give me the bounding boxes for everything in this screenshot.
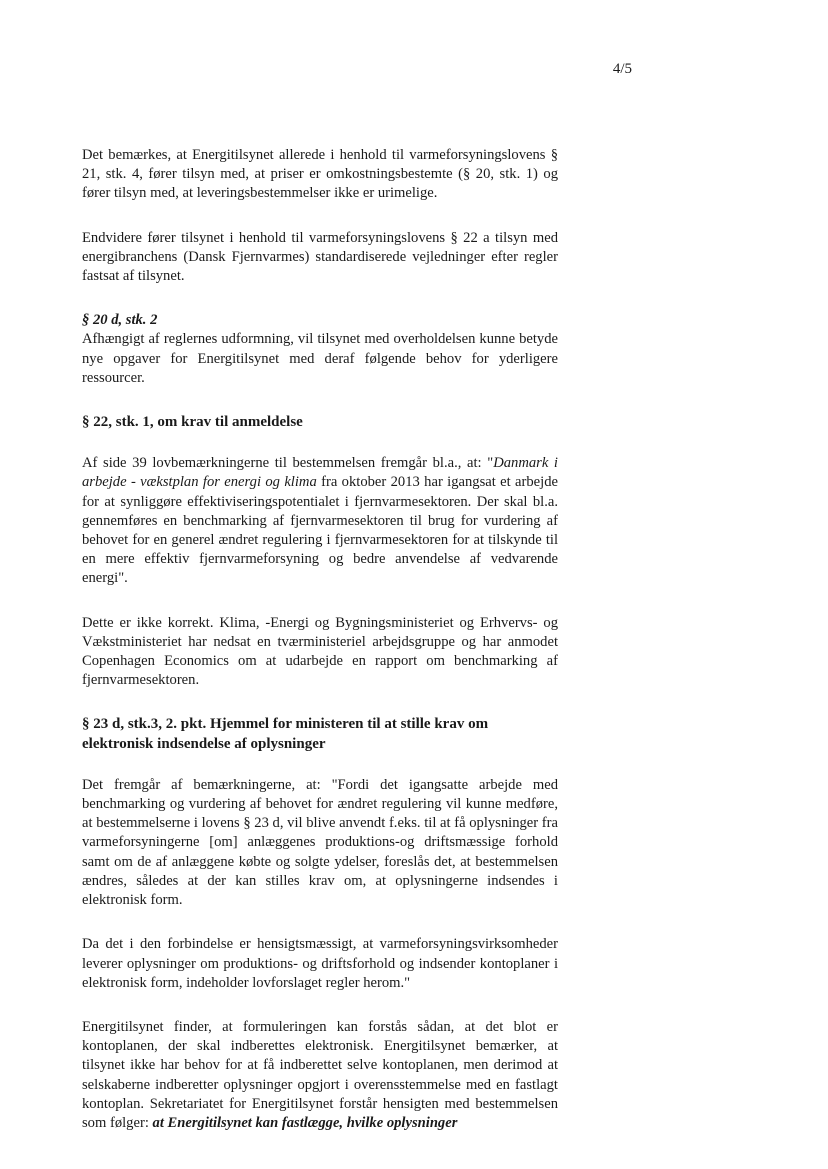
section-22-title: § 22, stk. 1, om krav til anmeldelse <box>82 414 303 431</box>
document-body <box>82 146 558 1158</box>
section-20d-title: § 20 d, stk. 2 <box>82 312 158 329</box>
section-23d-paragraph-2: Da det i den forbindelse er hensigtsmæssigt, at varmeforsyningsvirksomheder leverer oplysninger om produktions- og driftsforhold og indsender kontoplaner i elektronisk form, indeholder lovforslaget regler herom." <box>82 936 558 991</box>
paragraph-supervision-guidelines: Endvidere fører tilsynet i henhold til varmeforsyningslovens § 22 a tilsyn med energibranchens (Dansk Fjernvarmes) standardiserede vejledninger efter regler fastsat af tilsynet. <box>82 229 558 285</box>
section-20d-text: Afhængigt af reglernes udformning, vil tilsynet med overholdelsen kunne betyde nye opgaver for Energitilsynet med deraf følgende behov for yderligere ressourcer. <box>82 331 558 386</box>
section-22-p1-end: fra oktober 2013 har igangsat et arbejde for at synliggøre effektiviseringspotentialet i fjernvarmesektoren. Der skal bl.a. gennemføres en benchmarking af fjernvarmesektoren til brug for vurdering af behovet for en generel ændret regulering i fjernvarmesektoren for at tilskynde til en mere effektiv fjernvarmeforsyning og bedre anvendelse af vedvarende energi". <box>82 474 558 587</box>
section-20d <box>82 311 558 388</box>
section-22-paragraph-1 <box>82 454 558 588</box>
section-22-p1-italic: Danmark i arbejde - vækstplan for energi og klima <box>82 455 558 491</box>
page-number: 4/5 <box>612 61 632 77</box>
section-23d <box>82 715 558 1133</box>
section-22-p1-start: Af side 39 lovbemærkningerne til bestemmelsen fremgår bl.a., at: " <box>82 455 494 472</box>
paragraph-supervision-prices: Det bemærkes, at Energitilsynet allerede i henhold til varmeforsyningslovens § 21, stk. 4, fører tilsyn med, at priser er omkostningsbestemte (§ 20, stk. 1) og fører tilsyn med, at leveringsbestemmelser ikke er urimelige. <box>82 147 558 202</box>
section-22 <box>82 413 558 690</box>
section-22-paragraph-2: Dette er ikke korrekt. Klima, -Energi og Bygningsministeriet og Erhvervs- og Vækstministeriet har nedsat en tværministeriel arbejdsgruppe og har anmodet Copenhagen Economics om at udarbejde en rapport om benchmarking af fjernvarmesektoren. <box>82 614 558 689</box>
section-23d-paragraph-1: Det fremgår af bemærkningerne, at: "Fordi det igangsatte arbejde med benchmarking og vurdering af behovet for ændret regulering vil kunne medføre, at bestemmelserne i lovens § 23 d, vil blive anvendt f.eks. til at få oplysninger fra varmeforsyningerne [om] anlæggenes produktions-og driftsmæssige forhold samt om de af anlæggene købte og solgte ydelser, foreslås det, at bestemmelsen ændres, således at der kan stilles krav om, at oplysningerne indsendes i elektronisk form. <box>82 776 558 909</box>
section-23d-paragraph-3 <box>82 1018 558 1133</box>
section-23d-title: § 23 d, stk.3, 2. pkt. Hjemmel for ministeren til at stille krav om elektronisk indsendelse af oplysninger <box>82 716 489 752</box>
section-23d-p3-italic: at Energitilsynet kan fastlægge, hvilke oplysninger <box>152 1114 458 1131</box>
section-23d-p3-start: Energitilsynet finder, at formuleringen kan forstås sådan, at det blot er kontoplanen, der skal indberettes elektronisk. Energitilsynet bemærker, at tilsynet ikke har behov for at få indberettet selve kontoplanen, men derimod at selskaberne indberetter oplysninger opgjort i overensstemmelse med en fastlagt kontoplan. Sekretariatet for Energitilsynet forstår hensigten med bestemmelsen som følger: <box>82 1018 558 1131</box>
